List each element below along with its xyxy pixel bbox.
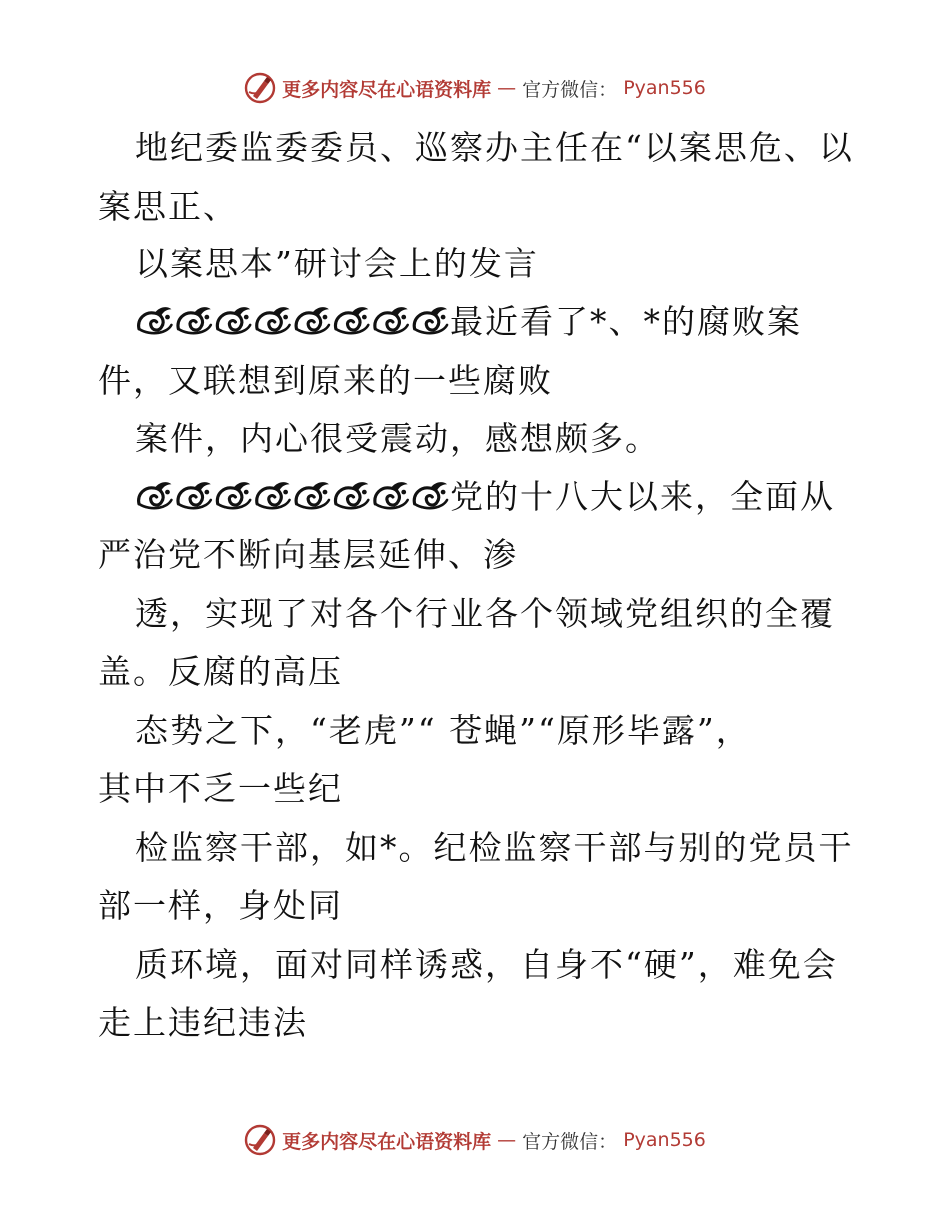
banner-main-text: 更多内容尽在心语资料库 <box>282 1130 492 1153</box>
text-line: 件，又联想到原来的一些腐败 <box>98 361 553 400</box>
banner-label: 官方微信： <box>522 78 618 101</box>
text-line: 案思正、 <box>98 187 238 226</box>
text-line: 严治党不断向基层延伸、渗 <box>98 535 518 574</box>
text-line: 部一样，身处同 <box>98 886 343 925</box>
banner-dash: — <box>497 77 517 99</box>
text-line: 态势之下，“老虎”“ 苍蝇”“原形毕露”， <box>135 711 751 750</box>
paragraph-line-with-ornament <box>135 300 802 344</box>
pen-nib-logo-icon <box>244 72 276 104</box>
pen-nib-logo-icon <box>244 1124 276 1156</box>
fleuron-ornament-icon <box>135 478 450 514</box>
footer-banner <box>0 1124 950 1156</box>
banner-wechat-id: Pyan556 <box>623 77 706 99</box>
text-line: 党的十八大以来，全面从 <box>450 477 835 516</box>
paragraph-line-with-ornament <box>135 475 835 519</box>
text-line: 以案思本”研讨会上的发言 <box>135 244 539 283</box>
text-line: 地纪委监委委员、巡察办主任在“以案思危、以 <box>135 128 854 167</box>
banner-main-text: 更多内容尽在心语资料库 <box>282 78 492 101</box>
fleuron-ornament-icon <box>135 303 450 339</box>
banner-label: 官方微信： <box>522 1130 618 1153</box>
text-line: 质环境，面对同样诱惑，自身不“硬”，难免会 <box>135 945 838 984</box>
banner-wechat-id: Pyan556 <box>623 1129 706 1151</box>
text-line: 最近看了*、*的腐败案 <box>450 302 802 341</box>
text-line: 检监察干部，如*。纪检监察干部与别的党员干 <box>135 828 854 867</box>
text-line: 盖。反腐的高压 <box>98 652 343 691</box>
text-line: 案件，内心很受震动，感想颇多。 <box>135 419 660 458</box>
banner-dash: — <box>497 1129 517 1151</box>
header-banner <box>0 72 950 104</box>
text-line: 透，实现了对各个行业各个领域党组织的全覆 <box>135 594 835 633</box>
text-line: 走上违纪违法 <box>98 1003 308 1042</box>
text-line: 其中不乏一些纪 <box>98 769 343 808</box>
